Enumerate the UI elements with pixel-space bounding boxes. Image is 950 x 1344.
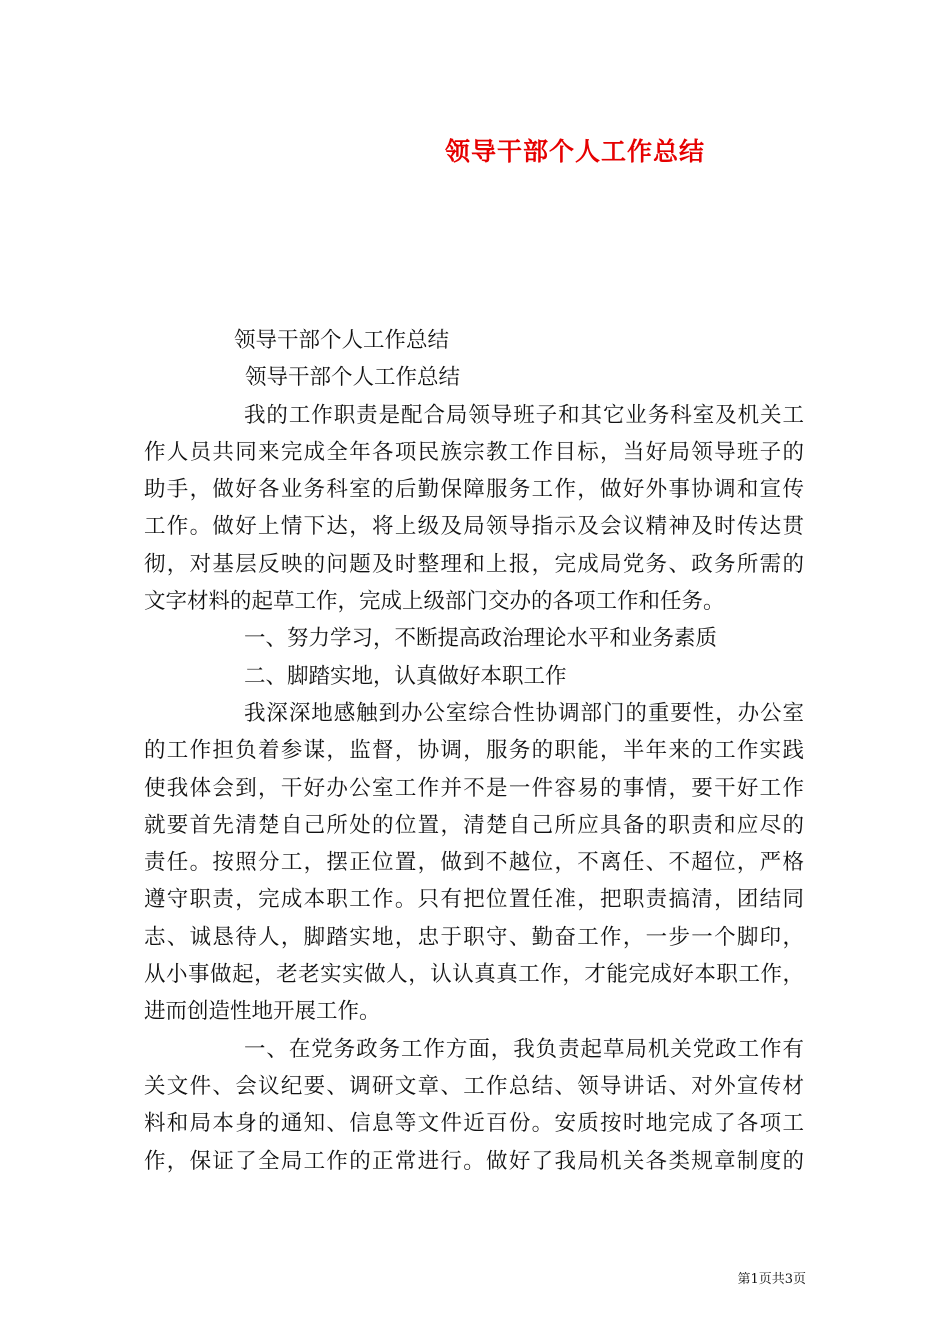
body-line: 作人员共同来完成全年各项民族宗教工作目标，当好局领导班子的: [144, 439, 804, 465]
body-line: 我的工作职责是配合局领导班子和其它业务科室及机关工: [244, 402, 804, 428]
body-line: 工作。做好上情下达，将上级及局领导指示及会议精神及时传达贯: [144, 514, 804, 540]
body-line: 遵守职责，完成本职工作。只有把位置任准，把职责搞清，团结同: [144, 887, 804, 913]
body-line: 就要首先清楚自己所处的位置，清楚自己所应具备的职责和应尽的: [144, 812, 804, 838]
document-title: 领导干部个人工作总结: [444, 137, 705, 166]
body-line: 关文件、会议纪要、调研文章、工作总结、领导讲话、对外宣传材: [144, 1073, 804, 1099]
body-line: 使我体会到，干好办公室工作并不是一件容易的事情，要干好工作: [144, 775, 804, 801]
body-line: 领导干部个人工作总结: [245, 365, 461, 391]
body-line: 一、在党务政务工作方面，我负责起草局机关党政工作有: [244, 1036, 804, 1062]
body-line: 助手，做好各业务科室的后勤保障服务工作，做好外事协调和宣传: [144, 477, 804, 503]
body-line: 志、诚恳待人，脚踏实地，忠于职守、勤奋工作，一步一个脚印，: [144, 924, 804, 950]
body-line: 文字材料的起草工作，完成上级部门交办的各项工作和任务。: [144, 589, 725, 615]
body-line: 领导干部个人工作总结: [234, 328, 450, 353]
body-line: 从小事做起，老老实实做人，认认真真工作，才能完成好本职工作，: [144, 962, 804, 988]
document-body: [144, 322, 804, 1180]
section-heading: 二、脚踏实地，认真做好本职工作: [244, 663, 567, 689]
body-line: 责任。按照分工，摆正位置，做到不越位，不离任、不超位，严格: [144, 850, 804, 876]
body-line: 彻，对基层反映的问题及时整理和上报，完成局党务、政务所需的: [144, 551, 804, 577]
body-line: 的工作担负着参谋，监督，协调，服务的职能，半年来的工作实践: [144, 738, 804, 764]
body-line: 作，保证了全局工作的正常进行。做好了我局机关各类规章制度的: [144, 1148, 804, 1174]
body-line: 进而创造性地开展工作。: [144, 999, 381, 1025]
page-number: 第1页共3页: [737, 1272, 806, 1287]
body-line: 我深深地感触到办公室综合性协调部门的重要性，办公室: [244, 700, 804, 726]
body-line: 料和局本身的通知、信息等文件近百份。安质按时地完成了各项工: [144, 1111, 804, 1137]
section-heading: 一、努力学习，不断提高政治理论水平和业务素质: [244, 626, 718, 652]
